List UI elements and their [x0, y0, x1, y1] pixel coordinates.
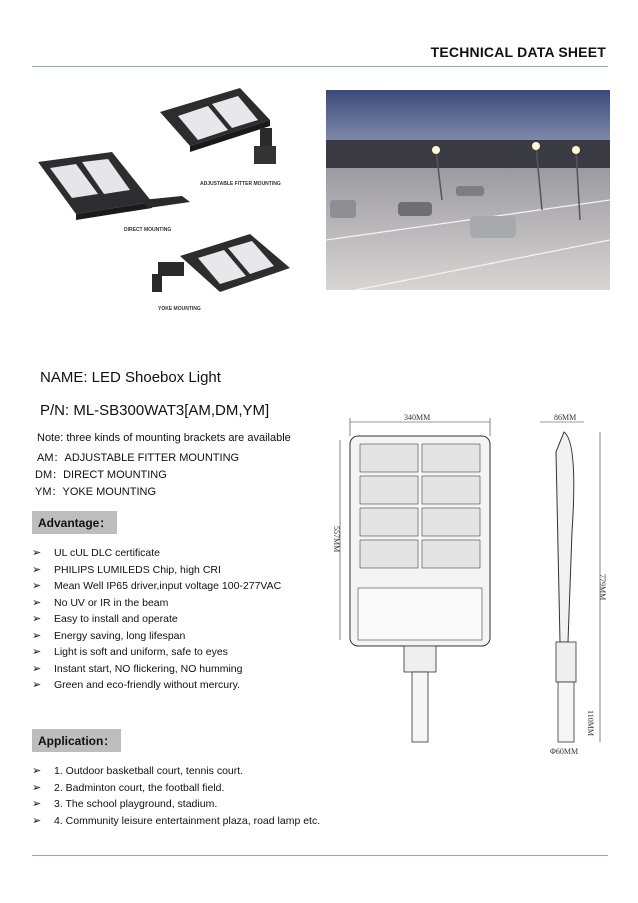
- header-rule: [32, 66, 608, 67]
- list-item: ➢ No UV or IR in the beam: [32, 595, 322, 612]
- note-line: YM：YOKE MOUNTING: [35, 486, 157, 498]
- application-list: [32, 763, 352, 829]
- bullet-arrow-icon: ➢: [32, 765, 42, 777]
- bullet-arrow-icon: ➢: [32, 596, 42, 609]
- document-title: TECHNICAL DATA SHEET: [430, 44, 606, 60]
- list-item: ➢ 2. Badminton court, the football field.: [32, 780, 352, 797]
- parking-lot-photo: [326, 90, 610, 290]
- product-part-number: P/N: ML-SB300WAT3[AM,DM,YM]: [40, 402, 270, 419]
- width-dimension: 340MM: [404, 413, 431, 422]
- label-yoke: YOKE MOUNTING: [158, 306, 201, 312]
- height-dimension: 557MM: [332, 526, 341, 553]
- application-heading: Application：: [32, 729, 121, 752]
- list-item: ➢ PHILIPS LUMILEDS Chip, high CRI: [32, 562, 322, 579]
- diameter-dimension: Φ60MM: [550, 747, 579, 756]
- list-item: ➢ Light is soft and uniform, safe to eyes: [32, 644, 322, 661]
- list-item: ➢ Green and eco-friendly without mercury.: [32, 677, 322, 694]
- list-item: ➢ Instant start, NO flickering, NO humming: [32, 661, 322, 678]
- list-item: ➢ 4. Community leisure entertainment plaza, road lamp etc.: [32, 813, 352, 830]
- list-item: ➢ UL cUL DLC certificate: [32, 545, 322, 562]
- bullet-arrow-icon: ➢: [32, 613, 42, 625]
- product-name: NAME: LED Shoebox Light: [40, 369, 221, 386]
- fixture-yoke: [152, 234, 290, 292]
- depth-dimension: 86MM: [554, 413, 577, 422]
- mounting-options-image: [32, 82, 318, 320]
- label-direct: DIRECT MOUNTING: [124, 227, 172, 233]
- front-view-drawing: [330, 412, 510, 757]
- label-adjustable: ADJUSTABLE FITTER MOUNTING: [200, 181, 281, 187]
- list-item: ➢ 1. Outdoor basketball court, tennis court.: [32, 763, 352, 780]
- bullet-arrow-icon: ➢: [32, 646, 42, 658]
- note-line: AM：ADJUSTABLE FITTER MOUNTING: [37, 452, 240, 464]
- bullet-arrow-icon: ➢: [32, 781, 42, 794]
- note-line: DM：DIRECT MOUNTING: [35, 469, 167, 481]
- fixture-adjustable: [160, 88, 276, 164]
- list-item: ➢ Energy saving, long lifespan: [32, 628, 322, 645]
- total-dimension: 779MM: [598, 574, 607, 601]
- note-line: Note: three kinds of mounting brackets are available: [37, 432, 291, 444]
- list-item: ➢ 3. The school playground, stadium.: [32, 796, 352, 813]
- footer-rule: [32, 855, 608, 856]
- bullet-arrow-icon: ➢: [32, 629, 42, 642]
- bullet-arrow-icon: ➢: [32, 563, 42, 576]
- fixture-direct: [38, 152, 190, 220]
- arm-dimension: 110MM: [586, 710, 595, 736]
- bullet-arrow-icon: ➢: [32, 798, 42, 810]
- bullet-arrow-icon: ➢: [32, 547, 42, 559]
- bullet-arrow-icon: ➢: [32, 814, 42, 827]
- advantage-list: [32, 545, 322, 694]
- bullet-arrow-icon: ➢: [32, 580, 42, 592]
- bullet-arrow-icon: ➢: [32, 662, 42, 675]
- advantage-heading: Advantage：: [32, 511, 117, 534]
- bullet-arrow-icon: ➢: [32, 679, 42, 691]
- list-item: ➢ Mean Well IP65 driver,input voltage 100-277VAC: [32, 578, 322, 595]
- list-item: ➢ Easy to install and operate: [32, 611, 322, 628]
- side-view-drawing: [530, 412, 610, 757]
